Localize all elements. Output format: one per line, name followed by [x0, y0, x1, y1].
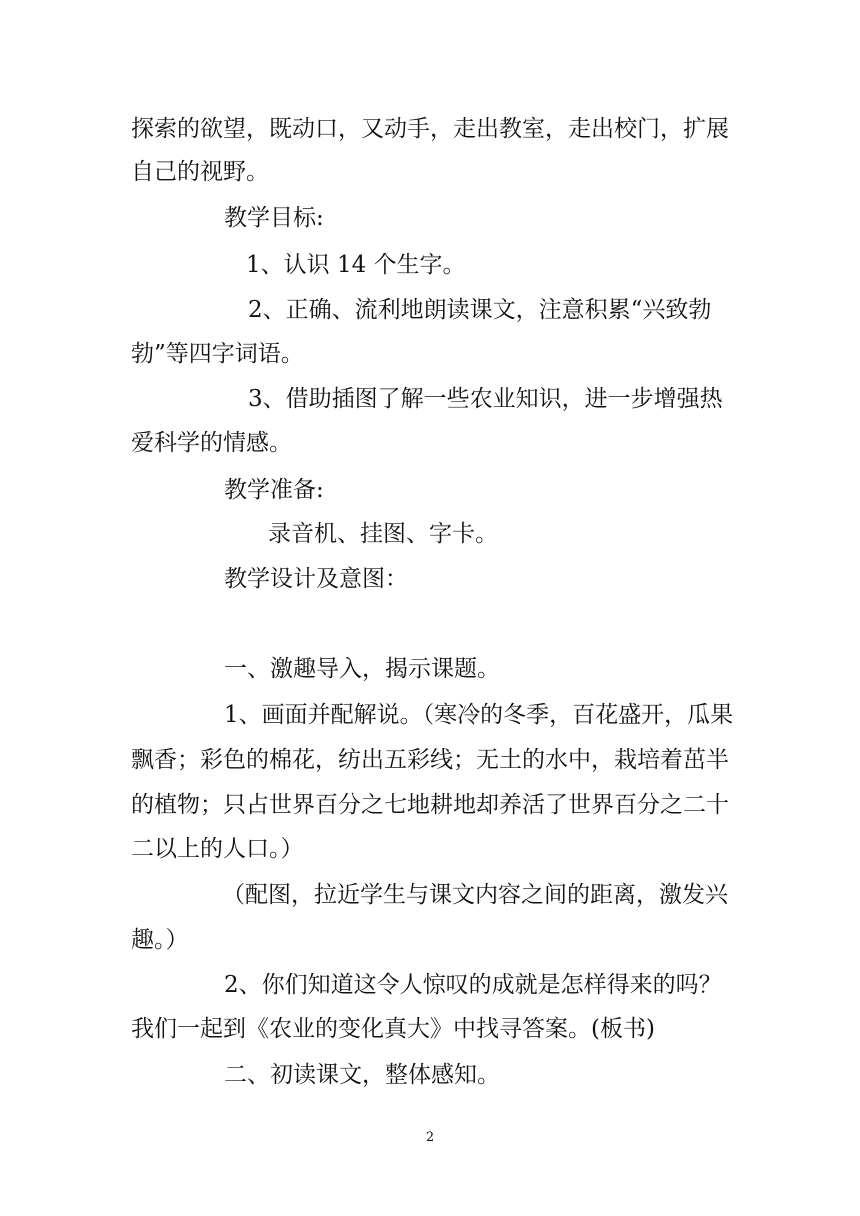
- line-text: 2、你们知道这令人惊叹的成就是怎样得来的吗？: [224, 972, 722, 998]
- line-text: 1、画面并配解说。（寒冷的冬季，百花盛开，瓜果: [224, 702, 734, 728]
- line-text: 教学目标:: [224, 205, 324, 231]
- line-text: 1、认识 14 个生字。: [246, 252, 466, 278]
- list-item: [0, 519, 860, 549]
- line-text: 爱科学的情感。: [131, 430, 292, 456]
- text-line: [0, 880, 860, 910]
- text-line: [0, 790, 860, 820]
- section-heading: [0, 475, 860, 505]
- text-line: [0, 970, 860, 1000]
- line-text: 二、初读课文，整体感知。: [224, 1062, 500, 1088]
- line-text: 二以上的人口。）: [131, 836, 304, 862]
- line-text: 自己的视野。: [131, 159, 269, 185]
- line-text: 2、正确、流利地朗读课文，注意积累“兴致勃: [248, 297, 712, 323]
- page-number: 2: [425, 1130, 435, 1145]
- line-text: 的植物；只占世界百分之七地耕地却养活了世界百分之二十: [131, 792, 729, 818]
- line-text: 教学准备:: [224, 477, 324, 503]
- text-line: [0, 114, 860, 144]
- line-text: 我们一起到《农业的变化真大》中找寻答案。(板书): [131, 1016, 655, 1042]
- text-line: [0, 1014, 860, 1044]
- section-heading: [0, 564, 860, 594]
- line-text: 探索的欲望，既动口，又动手，走出教室，走出校门，扩展: [131, 116, 729, 142]
- text-line: [0, 428, 860, 458]
- line-text: 一、激趣导入，揭示课题。: [224, 656, 500, 682]
- text-line: [0, 157, 860, 187]
- section-heading: [0, 654, 860, 684]
- text-line: [0, 745, 860, 775]
- text-line: [0, 700, 860, 730]
- list-item: [0, 295, 860, 325]
- text-line: [0, 925, 860, 955]
- line-text: 飘香；彩色的棉花，纺出五彩线；无土的水中，栽培着茁半: [131, 747, 729, 773]
- line-text: 勃”等四字词语。: [131, 341, 304, 367]
- section-heading: [0, 1060, 860, 1090]
- section-heading: [0, 203, 860, 233]
- line-text: （配图，拉近学生与课文内容之间的距离，激发兴: [222, 882, 728, 908]
- text-line: [0, 834, 860, 864]
- line-text: 录音机、挂图、字卡。: [268, 521, 498, 547]
- line-text: 3、借助插图了解一些农业知识，进一步增强热: [248, 386, 723, 412]
- line-text: 趣。）: [131, 927, 189, 953]
- text-line: [0, 339, 860, 369]
- list-item: [0, 384, 860, 414]
- list-item: [0, 250, 860, 280]
- line-text: 教学设计及意图：: [224, 566, 408, 592]
